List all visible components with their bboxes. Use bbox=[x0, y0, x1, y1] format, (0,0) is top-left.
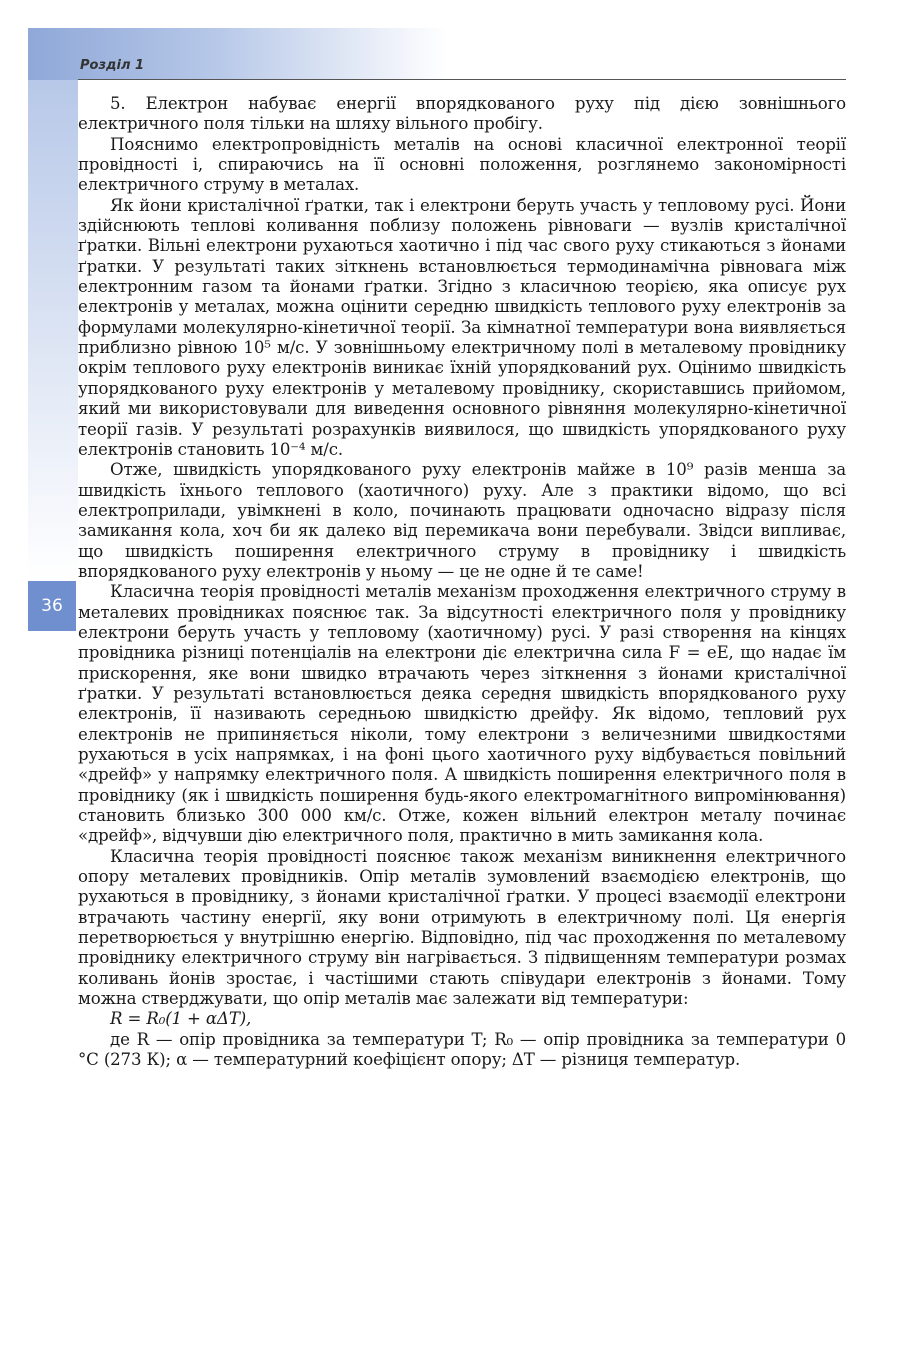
paragraph: Отже, швидкість упорядкованого руху електронів майже в 10⁹ разів менша за швидкість їхнього теплового (хаотичного) руху. Але з практики відомо, що всі електроприлади, увімкнені в коло, починають працювати одночасно відразу після замикання кола, хоч би як далеко від перемикача вони перебували. Звідси випливає, що швидкість поширення електричного струму в провіднику і швидкість впорядкованого руху електронів у ньому — це не одне й те саме! bbox=[78, 460, 846, 581]
paragraph: Класична теорія провідності металів механізм проходження електричного струму в металевих провідниках пояснює так. За відсутності електричного поля у провіднику електрони беруть участь у тепловому (хаотичному) русі. У разі створення на кінцях провідника різниці потенціалів на електрони діє електрична сила F = eE, що надає їм прискорення, яке вони швидко втрачають через зіткнення з йонами кристалічної ґратки. У результаті встановлюється деяка середня швидкість впорядкованого руху електронів, її називають середньою швидкістю дрейфу. Як відомо, тепловий рух електронів не припиняється ніколи, тому електрони з величезними швидкостями рухаються в усіх напрямках, і на фоні цього хаотичного руху відбувається повільний «дрейф» у напрямку електричного поля. А швидкість поширення електричного поля в провіднику (як і швидкість поширення будь-якого електромагнітного випромінювання) становить близько 300 000 км/с. Отже, кожен вільний електрон металу починає «дрейф», відчувши дію електричного поля, практично в мить замикання кола. bbox=[78, 582, 846, 846]
paragraph: Класична теорія провідності пояснює також механізм виникнення електричного опору металевих провідників. Опір металів зумовлений взаємодією електронів, що рухаються в провіднику, з йонами кристалічної ґратки. У процесі взаємодії електрони втрачають частину енергії, яку вони отримують в електричному полі. Ця енергія перетворюється у внутрішню енергію. Відповідно, під час проходження по металевому провіднику електричного струму він нагрівається. З підвищенням температури розмах коливань йонів зростає, і частішими стають співудари електронів з йонами. Тому можна стверджувати, що опір металів має залежати від температури: bbox=[78, 846, 846, 1009]
paragraph: Пояснимо електропровідність металів на основі класичної електронної теорії провідності і, спираючись на її основні положення, розглянемо закономірності електричного струму в металах. bbox=[78, 134, 846, 195]
page-number: 36 bbox=[28, 581, 76, 631]
formula-definition: де R — опір провідника за температури T; R₀ — опір провідника за температури 0 °C (273 К); α — температурний коефіцієнт опору; ΔT — різниця температур. bbox=[78, 1029, 846, 1070]
paragraph: Як йони кристалічної ґратки, так і електрони беруть участь у тепловому русі. Йони здійснюють теплові коливання поблизу положень рівноваги — вузлів кристалічної ґратки. Вільні електрони рухаються хаотично і під час свого руху стикаються з йонами ґратки. У результаті таких зіткнень встановлюється термодинамічна рівновага між електронним газом та йонами ґратки. Згідно з класичною теорією, яка описує рух електронів у металах, можна оцінити середню швидкість теплового руху електронів за формулами молекулярно-кінетичної теорії. За кімнатної температури вона виявляється приблизно рівною 10⁵ м/с. У зовнішньому електричному полі в металевому провіднику окрім теплового руху електронів виникає їхній упорядкований рух. Оцінимо швидкість упорядкованого руху електронів у металевому провіднику, скориставшись прийомом, який ми використовували для виведення основного рівняння молекулярно-кінетичної теорії газів. У результаті розрахунків виявилося, що швидкість упорядкованого руху електронів становить 10⁻⁴ м/с. bbox=[78, 195, 846, 459]
header-rule bbox=[78, 79, 846, 80]
side-decoration bbox=[28, 80, 78, 580]
formula: R = R₀(1 + αΔT), bbox=[110, 1009, 252, 1029]
section-label: Розділ 1 bbox=[80, 58, 145, 73]
page-content bbox=[78, 94, 846, 1071]
paragraph: 5. Електрон набуває енергії впорядкованого руху під дією зовнішнього електричного поля тільки на шляху вільного пробігу. bbox=[78, 94, 846, 134]
